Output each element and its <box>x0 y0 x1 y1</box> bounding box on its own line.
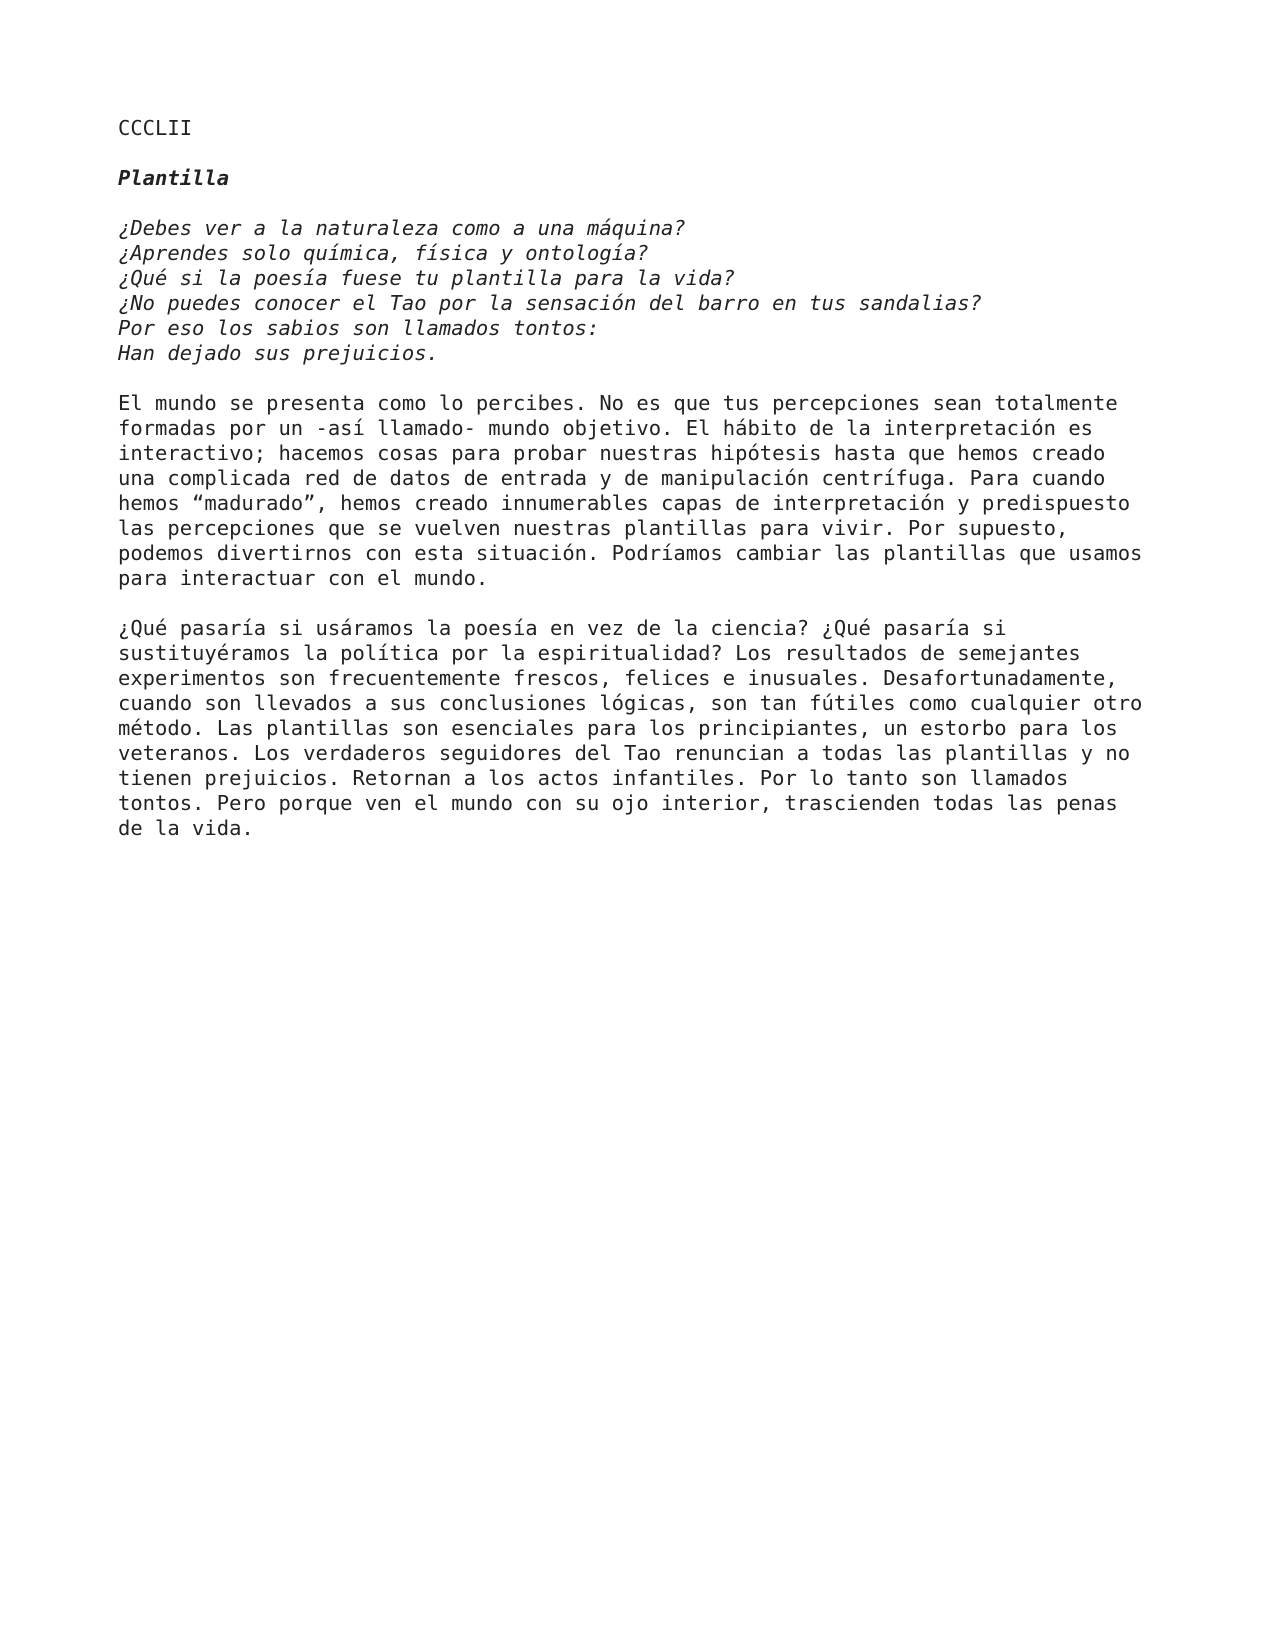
commentary-paragraph-2 <box>118 616 1158 841</box>
paragraph-line: ¿Qué pasaría si usáramos la poesía en vez de la ciencia? ¿Qué pasaría si <box>118 616 1007 640</box>
paragraph-line: El mundo se presenta como lo percibes. No es que tus percepciones sean totalmente <box>118 391 1118 415</box>
paragraph-line: una complicada red de datos de entrada y de manipulación centrífuga. Para cuando <box>118 466 1106 490</box>
paragraph-line: tienen prejuicios. Retornan a los actos infantiles. Por lo tanto son llamados <box>118 766 1069 790</box>
chapter-numeral: CCCLII <box>118 116 193 140</box>
poem-line: ¿Aprendes solo química, física y ontología? <box>118 241 649 265</box>
paragraph-line: formadas por un -así llamado- mundo objetivo. El hábito de la interpretación es <box>118 416 1094 440</box>
poem-line: ¿No puedes conocer el Tao por la sensación del barro en tus sandalias? <box>118 291 982 315</box>
paragraph-line: cuando son llevados a sus conclusiones lógicas, son tan fútiles como cualquier otro <box>118 691 1143 715</box>
paragraph-line: sustituyéramos la política por la espiritualidad? Los resultados de semejantes <box>118 641 1081 665</box>
poem-line: Por eso los sabios son llamados tontos: <box>118 316 600 340</box>
paragraph-line: interactivo; hacemos cosas para probar nuestras hipótesis hasta que hemos creado <box>118 441 1106 465</box>
poem-line: Han dejado sus prejuicios. <box>118 341 439 365</box>
commentary-paragraph-1 <box>118 391 1158 591</box>
poem-line: ¿Debes ver a la naturaleza como a una máquina? <box>118 216 686 240</box>
paragraph-line: tontos. Pero porque ven el mundo con su ojo interior, trascienden todas las penas <box>118 791 1118 815</box>
paragraph-line: de la vida. <box>118 816 254 840</box>
paragraph-line: experimentos son frecuentemente frescos, felices e inusuales. Desafortunadamente, <box>118 666 1118 690</box>
paragraph-line: las percepciones que se vuelven nuestras plantillas para vivir. Por supuesto, <box>118 516 1069 540</box>
paragraph-line: veteranos. Los verdaderos seguidores del Tao renuncian a todas las plantillas y no <box>118 741 1131 765</box>
document-page <box>118 116 1158 866</box>
poem-block <box>118 216 1158 366</box>
poem-line: ¿Qué si la poesía fuese tu plantilla para la vida? <box>118 266 736 290</box>
chapter-title: Plantilla <box>118 166 230 190</box>
paragraph-line: para interactuar con el mundo. <box>118 566 489 590</box>
paragraph-line: método. Las plantillas son esenciales para los principiantes, un estorbo para los <box>118 716 1118 740</box>
paragraph-line: hemos “madurado”, hemos creado innumerables capas de interpretación y predispuesto <box>118 491 1131 515</box>
paragraph-line: podemos divertirnos con esta situación. Podríamos cambiar las plantillas que usamos <box>118 541 1143 565</box>
